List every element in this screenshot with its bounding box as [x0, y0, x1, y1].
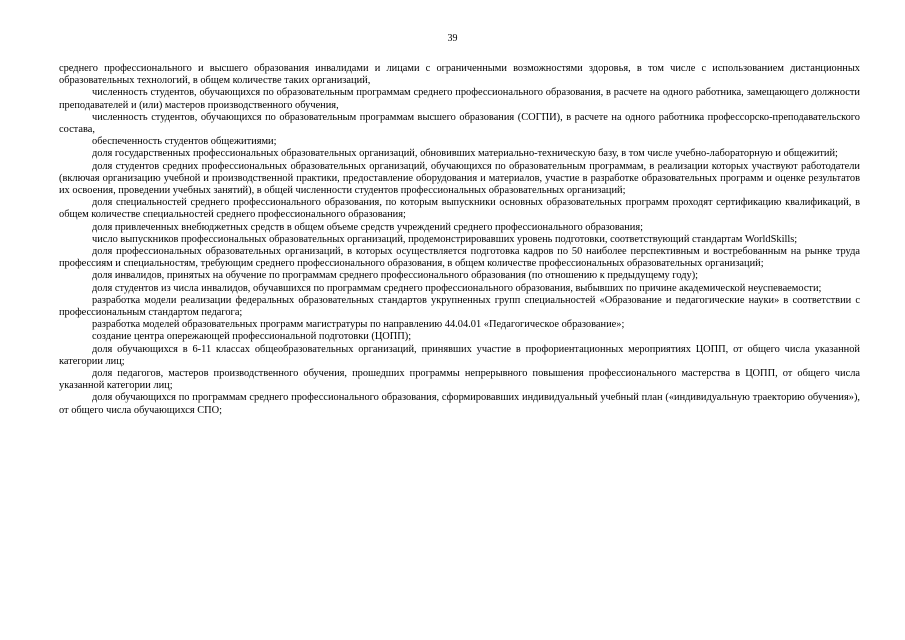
paragraph: доля обучающихся в 6-11 классах общеобразовательных организаций, принявших участие в профориентационных мероприятиях ЦОПП, от общего числа указанной категории лиц;	[59, 343, 860, 367]
paragraph: доля профессиональных образовательных организаций, в которых осуществляется подготовка кадров по 50 наиболее перспективным и востребованным на рынке труда профессиям и специальностям, требующим среднего профессионального образования, в общем количестве профессиональных образовательных организаций;	[59, 246, 860, 270]
page-number: 39	[447, 33, 458, 44]
paragraph: среднего профессионального и высшего образования инвалидами и лицами с ограниченными возможностями здоровья, в том числе с использованием дистанционных образовательных технологий, в общем количестве таких организаций,	[59, 63, 860, 87]
paragraph: разработка моделей образовательных программ магистратуры по направлению 44.04.01 «Педагогическое образование»;	[92, 319, 625, 331]
paragraph: доля специальностей среднего профессионального образования, по которым выпускники основных образовательных программ проходят сертификацию квалификаций, в общем количестве специальностей среднего профессионального образования;	[59, 197, 860, 221]
paragraph: доля студентов средних профессиональных образовательных организаций, обучающихся по образовательным программам, в реализации которых участвуют работодатели (включая организацию учебной и производственной практики, предоставление оборудования и материалов, участие в разработке образовательных программ и оценке результатов их освоения, проведении учебных занятий), в общей численности студентов профессиональных образовательных организаций;	[59, 160, 860, 197]
paragraph: создание центра опережающей профессиональной подготовки (ЦОПП);	[92, 331, 412, 343]
paragraph: разработка модели реализации федеральных образовательных стандартов укрупненных групп специальностей «Образование и педагогические науки» в соответствии с профессиональным стандартом педагога;	[59, 294, 860, 319]
paragraph: численность студентов, обучающихся по образовательным программам среднего профессионального образования, в расчете на одного работника, замещающего должности преподавателей и (или) мастеров производственного обучения,	[59, 87, 860, 111]
paragraph: доля государственных профессиональных образовательных организаций, обновивших материально-техническую базу, в том числе учебно-лабораторную и общежитий;	[92, 148, 838, 160]
paragraph: доля инвалидов, принятых на обучение по программам среднего профессионального образования (по отношению к предыдущему году);	[92, 270, 699, 282]
paragraph: доля обучающихся по программам среднего профессионального образования, сформировавших индивидуальный учебный план («индивидуальную траекторию обучения»), от общего числа обучающихся СПО;	[59, 392, 860, 416]
paragraph: доля педагогов, мастеров производственного обучения, прошедших программы непрерывного повышения профессионального мастерства в ЦОПП, от общего числа указанной категории лиц;	[59, 368, 860, 392]
paragraph: число выпускников профессиональных образовательных организаций, продемонстрировавших уровень подготовки, соответствующий стандартам WorldSkills;	[92, 233, 798, 245]
paragraph: обеспеченность студентов общежитиями;	[92, 136, 277, 148]
paragraph: доля студентов из числа инвалидов, обучавшихся по программам среднего профессионального образования, выбывших по причине академической неуспеваемости;	[92, 282, 822, 294]
document-body	[59, 63, 860, 417]
paragraph: доля привлеченных внебюджетных средств в общем объеме средств учреждений среднего профессионального образования;	[92, 221, 643, 233]
paragraph: численность студентов, обучающихся по образовательным программам высшего образования (СОГПИ), в расчете на одного работника профессорско-преподавательского состава,	[59, 111, 860, 136]
